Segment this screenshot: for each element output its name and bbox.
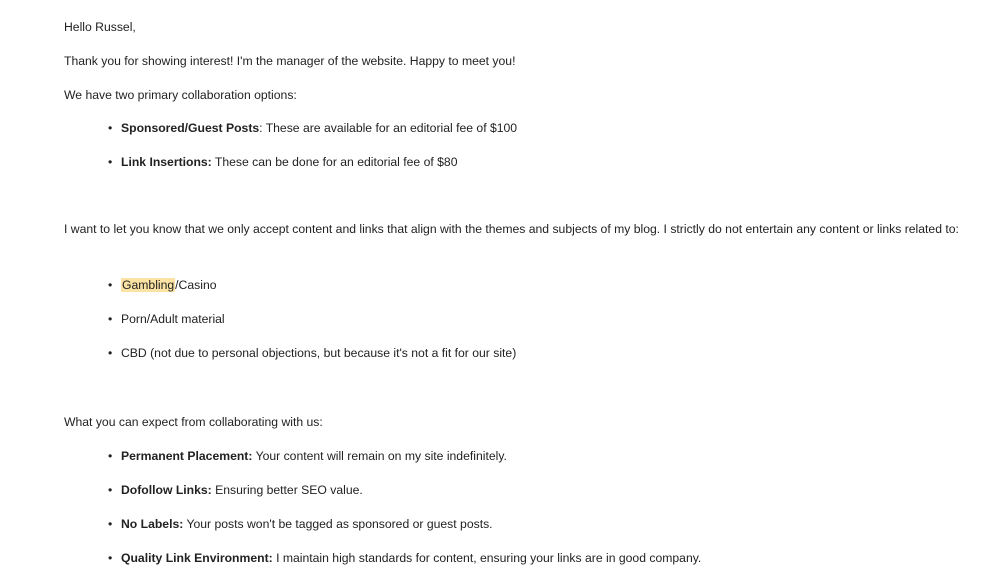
benefit-label: Dofollow Links: xyxy=(121,483,212,497)
list-item-cbd xyxy=(108,346,516,361)
bullet-icon: • xyxy=(108,483,113,497)
benefit-text: Ensuring better SEO value. xyxy=(211,483,363,497)
benefit-text: Your posts won't be tagged as sponsored or guest posts. xyxy=(183,517,493,531)
list-item-no-labels xyxy=(108,517,493,532)
benefit-label: Quality Link Environment: xyxy=(121,551,273,565)
bullet-icon: • xyxy=(108,517,113,531)
list-item-gambling xyxy=(108,278,217,293)
option-label: Sponsored/Guest Posts xyxy=(121,121,260,135)
bullet-icon: • xyxy=(108,551,113,565)
option-sep: : xyxy=(259,121,263,135)
greeting: Hello Russel, xyxy=(64,20,136,34)
excluded-text: CBD (not due to personal objections, but because it's not a fit for our site) xyxy=(121,346,517,360)
options-heading: We have two primary collaboration options: xyxy=(64,88,297,102)
list-item-dofollow-links xyxy=(108,483,363,498)
option-text: These can be done for an editorial fee of $80 xyxy=(211,155,458,169)
bullet-icon: • xyxy=(108,449,113,463)
bullet-icon: • xyxy=(108,155,113,169)
list-item-link-insertions xyxy=(108,155,457,170)
option-text: These are available for an editorial fee of $100 xyxy=(262,121,518,135)
benefit-text: I maintain high standards for content, ensuring your links are in good company. xyxy=(272,551,702,565)
excluded-text: /Casino xyxy=(175,278,217,292)
expect-heading: What you can expect from collaborating with us: xyxy=(64,415,323,429)
intro-paragraph: Thank you for showing interest! I'm the manager of the website. Happy to meet you! xyxy=(64,54,516,68)
option-label: Link Insertions: xyxy=(121,155,212,169)
benefit-text: Your content will remain on my site indefinitely. xyxy=(252,449,507,463)
bullet-icon: • xyxy=(108,121,113,135)
bullet-icon: • xyxy=(108,278,113,292)
benefit-label: No Labels: xyxy=(121,517,184,531)
list-item-sponsored-posts xyxy=(108,121,517,136)
bullet-icon: • xyxy=(108,346,113,360)
excluded-text: Porn/Adult material xyxy=(121,312,225,326)
list-item-porn xyxy=(108,312,225,327)
policy-paragraph: I want to let you know that we only accept content and links that align with the themes and subjects of my blog. I strictly do not entertain any content or links related to: xyxy=(64,222,959,236)
highlighted-word: Gambling xyxy=(122,278,175,292)
list-item-permanent-placement xyxy=(108,449,507,464)
list-item-quality-link-environment xyxy=(108,551,701,566)
benefit-label: Permanent Placement: xyxy=(121,449,253,463)
bullet-icon: • xyxy=(108,312,113,326)
